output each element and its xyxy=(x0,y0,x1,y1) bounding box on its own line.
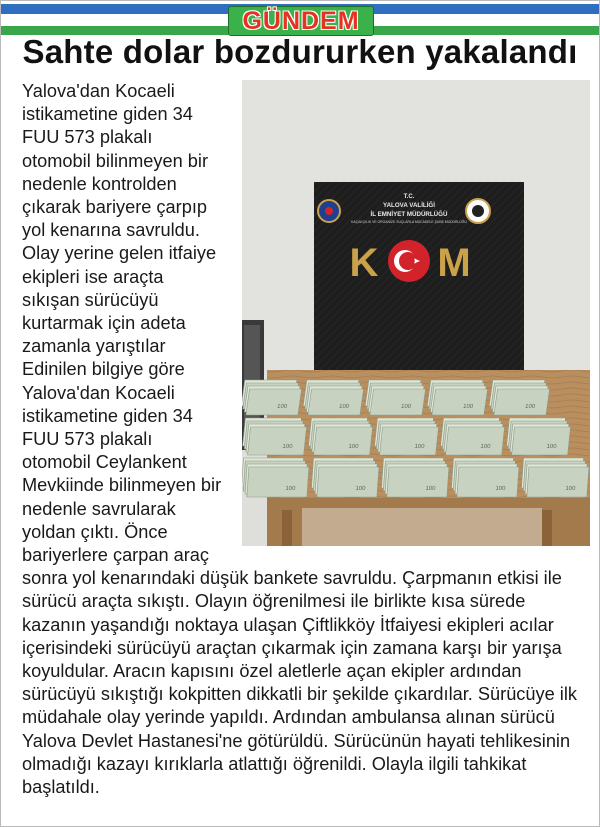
photo-illustration xyxy=(242,80,590,546)
kom-letter-m: M xyxy=(437,241,471,285)
banknote xyxy=(512,427,571,455)
board-valilik: YALOVA VALİLİĞİ xyxy=(383,202,435,209)
banknote xyxy=(387,467,449,497)
banknote-denomination: 100 xyxy=(348,444,359,450)
board-tc: T.C. xyxy=(403,194,415,200)
article-body xyxy=(22,80,590,799)
banknote-denomination: 100 xyxy=(414,444,425,450)
banknote-denomination: 100 xyxy=(425,486,436,492)
banknote-denomination: 100 xyxy=(495,486,506,492)
banknote xyxy=(494,389,550,415)
banknote-denomination: 100 xyxy=(462,404,474,410)
section-label: GÜNDEM xyxy=(228,6,374,36)
banknote-denomination: 100 xyxy=(480,444,491,450)
banknote xyxy=(527,467,589,497)
headline: Sahte dolar bozdururken yakalandı xyxy=(22,33,578,70)
banknote xyxy=(370,389,426,415)
banknote xyxy=(314,427,373,455)
banknote-denomination: 100 xyxy=(565,486,576,492)
banknote-denomination: 100 xyxy=(285,486,296,492)
banknote xyxy=(248,427,307,455)
banknote-denomination: 100 xyxy=(400,404,412,410)
banknote-denomination: 100 xyxy=(282,444,293,450)
board-mudurluk: İL EMNİYET MÜDÜRLÜĞÜ xyxy=(370,211,448,218)
banknote xyxy=(457,467,519,497)
banknote xyxy=(308,389,364,415)
banknote-denomination: 100 xyxy=(355,486,366,492)
banknote-stacks xyxy=(242,380,589,497)
banknote-denomination: 100 xyxy=(524,404,536,410)
news-photo xyxy=(242,80,590,546)
banknote xyxy=(380,427,439,455)
banknote-denomination: 100 xyxy=(546,444,557,450)
banknote xyxy=(246,389,302,415)
kom-letter-k: K xyxy=(349,241,379,285)
banknote-denomination: 100 xyxy=(338,404,350,410)
board-sube: KAÇAKÇILIK VE ORGANİZE SUÇLARLA MÜCADELE ŞUBE MÜDÜRLÜĞÜ xyxy=(351,220,467,224)
article-text: Yalova'dan Kocaeli istikametine giden 34 FUU 573 plakalı otomobil bilinmeyen bir nedenle kontrolden çıkarak bariyere çarpıp yol kenarına savruldu. Olay yerine gelen itfaiye ekipleri ise araçta sıkışan sürücüyü kurtarmak için adeta zamanla yarıştılar Edinilen bilgiye göre Yalova'dan Kocaeli istikametine giden 34 FUU 573 plakalı otomobil Ceylankent Mevkiinde bilinmeyen bir nedenle savrularak yoldan çıktı. Önce bariyerlere çarpan araç sonra yol kenarındaki düşük bankete savruldu. Çarpmanın etkisi ile sürücü araçta sıkıştı. Olayın öğrenilmesi ile birlikte kısa sürede kazanın yaşandığı noktaya ulaşan Çiftlikköy İtfaiyesi ekipleri acılar içerisindeki sürücüyü araçtan çıkarmak için zamana karşı bir yarışa koyuldular. Aracın kapısını özel aletlerle açan ekipler ardından sürücüyü sıkıştığı kokpitten dikkatli bir şekilde çıkardılar. Sürücüye ilk müdahale olay yerinde yapıldı. Ardından ambulansa alınan sürücü Yalova Devlet Hastanesi'ne götürüldü. Sürücünün hayati tehlikesinin olmadığı kazayı kırıklarla atlattığı öğrenildi. Olayla ilgili tahkikat başlatıldı. xyxy=(22,81,577,798)
banknote-denomination: 100 xyxy=(276,404,288,410)
banknote xyxy=(247,467,309,497)
banknote xyxy=(446,427,505,455)
banknote xyxy=(432,389,488,415)
banknote xyxy=(317,467,379,497)
